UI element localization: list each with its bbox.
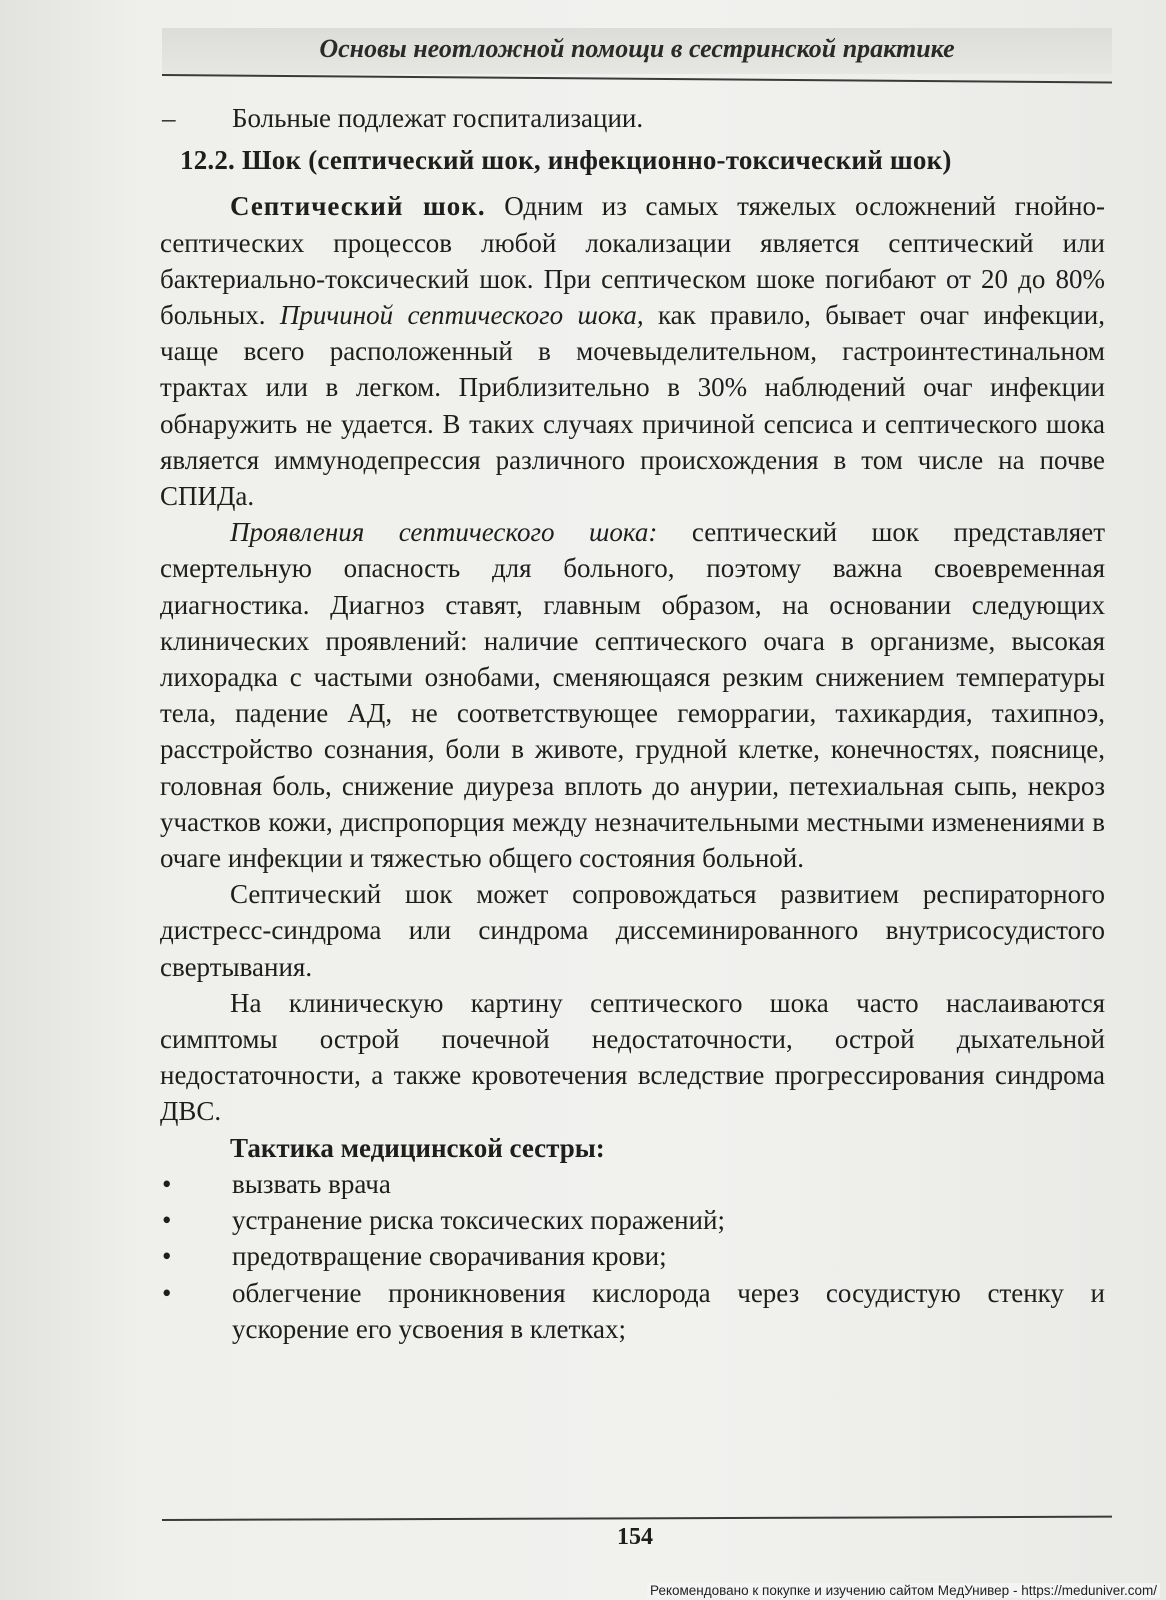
- p1-italic-cause: Причиной септического шока,: [279, 300, 644, 331]
- bullet-mark: •: [162, 1277, 172, 1308]
- intro-dash-text: Больные подлежат госпитализации.: [232, 103, 644, 133]
- section-title: 12.2. Шок (септический шок, инфекционно-токсический шок): [180, 145, 952, 176]
- tactics-title: Тактика медицинской сестры:: [230, 1132, 605, 1163]
- p1-text-b: как правило, бывает очаг инфекции, чаще всего расположенный в мочевыделительном, гастроинтестинальном трактах или в легком. Приблизительно в 30% наблюдений очаг инфекции обнаружить не удается. В таких случаях причиной сепсиса и септического шока является иммунодепрессия различного происхождения в том числе на почве СПИДа.: [160, 300, 1105, 512]
- term-septic-shock: Септический шок.: [230, 191, 486, 222]
- list-item-text: вызвать врача: [232, 1168, 391, 1199]
- paragraph-septic-shock: [160, 188, 1105, 514]
- bullet-mark: •: [162, 1205, 172, 1236]
- p1-text-a: Одним из самых тяжелых осложнений гнойно-септических процессов любой локализации является септический или бактериально-токсический шок. При септическом шоке погибают от 20 до 80% больных.: [160, 191, 1105, 331]
- p2-italic-manifestations: Проявления септического шока:: [230, 517, 658, 548]
- page-number: 154: [617, 1524, 653, 1550]
- list-item: [160, 1238, 1105, 1274]
- list-item-text: облегчение проникновения кислорода через сосудистую стенку и ускорение его усвоения в клетках;: [232, 1277, 1105, 1344]
- page-content: [160, 100, 1105, 1347]
- list-item: [160, 1166, 1105, 1202]
- p2-text: септический шок представляет смертельную опасность для больного, поэтому важна своевременная диагностика. Диагноз ставят, главным образом, на основании следующих клинических проявлений: наличие септического очага в организме, высокая лихорадка с частыми ознобами, сменяющаяся резким снижением температуры тела, падение АД, не соответствующее геморрагии, тахикардия, тахипноэ, расстройство сознания, боли в животе, грудной клетке, конечностях, пояснице, головная боль, снижение диуреза вплоть до анурии, петехиальная сыпь, некроз участков кожи, диспропорция между незначительными местными изменениями в очаге инфекции и тяжестью общего состояния больной.: [160, 517, 1106, 874]
- intro-dash-item: [160, 100, 1105, 136]
- footer-rule: [162, 1516, 1112, 1521]
- list-item-text: устранение риска токсических поражений;: [232, 1205, 725, 1236]
- dash-mark: –: [162, 103, 176, 133]
- paragraph-manifestations: [160, 514, 1105, 876]
- tactics-list: [160, 1166, 1105, 1347]
- list-item-text: предотвращение сворачивания крови;: [232, 1241, 667, 1272]
- bullet-mark: •: [162, 1241, 172, 1272]
- watermark-link[interactable]: Рекомендовано к покупке и изучению сайтом МедУнивер - https://meduniver.com/: [647, 1583, 1160, 1598]
- paragraph-complications: Септический шок может сопровождаться развитием респираторного дистресс-синдрома или синдрома диссеминированного внутрисосудистого свертывания.: [160, 879, 1105, 982]
- paragraph-clinical-picture: На клиническую картину септического шока часто наслаиваются симптомы острой почечной недостаточности, острой дыхательной недостаточности, а также кровотечения вследствие прогрессирования синдрома ДВС.: [160, 987, 1105, 1127]
- bullet-mark: •: [162, 1168, 172, 1199]
- header-rule: [162, 74, 1112, 83]
- list-item: [160, 1275, 1105, 1347]
- list-item: [160, 1202, 1105, 1238]
- running-title: Основы неотложной помощи в сестринской практике: [319, 34, 955, 63]
